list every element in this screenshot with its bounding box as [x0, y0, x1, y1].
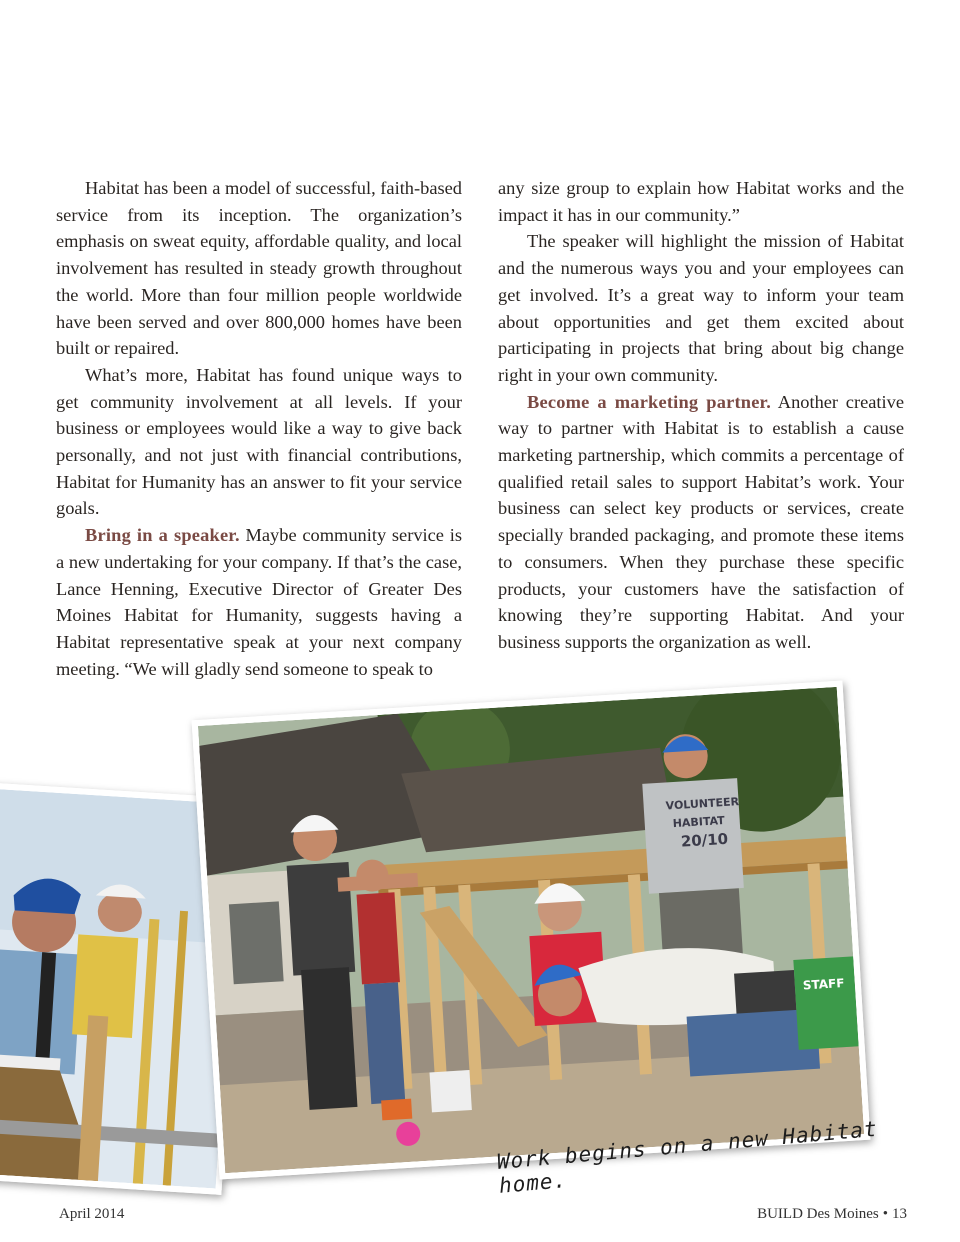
staff-shirt-text: STAFF	[802, 975, 845, 993]
page-number: 13	[892, 1206, 907, 1222]
article-column-left	[56, 175, 462, 682]
photo-caption: Work begins on a new Habitat home.	[495, 1116, 879, 1198]
shirt-text-year: 20/10	[680, 829, 729, 851]
shirt-text-volunteer: VOLUNTEER	[665, 795, 740, 813]
footer-date: April 2014	[59, 1206, 125, 1222]
photo-building-site	[192, 681, 871, 1180]
lead-in-marketing: Become a marketing partner.	[527, 391, 772, 412]
paragraph-intro: Habitat has been a model of successful, faith-based service from its inception. The organization’s emphasis on sweat equity, affordable quality, and local involvement has resulted in steady growth throughout the world. More than four million people worldwide have been served and over 800,000 homes have been built or repaired.	[56, 178, 462, 359]
footer-publication-info	[757, 1206, 907, 1223]
paragraph-marketing-body: Another creative way to partner with Habitat is to establish a cause marketing partnership, which commits a percentage of qualified retail sales to support Habitat’s work. Your business can select key products or services, create specially branded packaging, and promote these items to consumers. When they purchase these specific products, your customers have the satisfaction of knowing they’re supporting Habitat. And your business supports the organization as well.	[498, 391, 904, 652]
footer-separator: •	[882, 1206, 888, 1222]
paragraph-mission: The speaker will highlight the mission of Habitat and the numerous ways you and your employees can get involved. It’s a great way to inform your team about opportunities and get them excited about participating in projects that bring about big change right in your own community.	[498, 231, 904, 385]
paragraph-speaker	[56, 522, 462, 682]
footer-publication: BUILD Des Moines	[757, 1206, 879, 1222]
paragraph-speaker-continued: any size group to explain how Habitat works and the impact it has in our community.”	[498, 178, 904, 225]
paragraph-speaker-body: Maybe community service is a new undertaking for your company. If that’s the case, Lance Henning, Executive Director of Greater Des Moines Habitat for Humanity, suggests having a Habitat representative speak at your next company meeting. “We will gladly send someone to speak to	[56, 525, 462, 679]
article-column-right	[498, 175, 904, 656]
photo-building-illustration	[198, 687, 864, 1173]
paragraph-community: What’s more, Habitat has found unique ways to get community involvement at all levels. If your business or employees would like a way to give back personally, and not just with financial contributions, Habitat for Humanity has an answer to fit your service goals.	[56, 364, 462, 519]
lead-in-speaker: Bring in a speaker.	[85, 525, 240, 546]
paragraph-marketing	[498, 389, 904, 656]
shirt-text-habitat: HABITAT	[672, 813, 726, 831]
